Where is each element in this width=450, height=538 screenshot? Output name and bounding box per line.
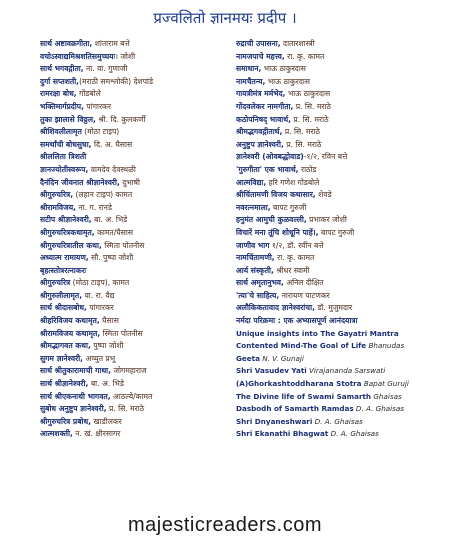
book-author: शांताराम बत्ते <box>92 39 130 48</box>
book-entry <box>40 177 235 190</box>
book-entry <box>40 126 235 139</box>
book-author: शेवडे <box>315 190 332 200</box>
book-entry <box>40 391 235 404</box>
book-entry <box>236 202 448 215</box>
book-title: श्रीरामविजय कथामृत, <box>40 328 101 338</box>
book-entry <box>40 315 235 328</box>
book-author: (लहान टाइप) कामत <box>73 190 133 200</box>
book-title: Unique insights into The Gayatri Mantra <box>236 328 399 338</box>
book-entry <box>236 365 448 378</box>
book-author: नारायण पाटणकर <box>279 290 330 300</box>
book-entry <box>40 189 235 202</box>
book-entry <box>236 378 448 391</box>
book-title: Shri Dnyaneshwari <box>236 416 313 426</box>
book-entry <box>236 391 448 404</box>
book-author: दि. अ. घैसास <box>91 139 133 149</box>
book-title: आर्य संस्कृती, <box>236 265 274 275</box>
book-title: श्रीचिंतामणी विजय कथासार, <box>236 190 316 200</box>
book-entry <box>40 214 235 227</box>
book-entry <box>40 151 235 164</box>
book-title: रुद्राची उपासना, <box>236 39 281 48</box>
book-title: अनुष्टुप ज्ञानेश्वरी, <box>236 139 284 149</box>
book-title: तुका झालासे विठ्ठल, <box>40 114 96 124</box>
book-entry <box>40 252 235 265</box>
book-entry <box>236 139 448 152</box>
book-title: श्रीहरिविजय कथामृत, <box>40 316 100 326</box>
book-entry <box>236 76 448 89</box>
book-author: D. A. Ghaisas <box>353 404 405 414</box>
book-title: सार्थ श्रीदासबोध, <box>40 303 87 313</box>
book-author: रा. कृ. कामत <box>274 253 315 263</box>
book-entry <box>40 51 235 64</box>
book-entry <box>40 340 235 353</box>
book-title: सार्थ श्रीतुकारामाची गाथा, <box>40 366 112 376</box>
book-author: स्मिता पोतनीस <box>101 240 145 250</box>
book-title: Dasbodh of Samarth Ramdas <box>236 404 354 414</box>
book-author: न. खं. क्षीरसागर <box>72 429 121 439</box>
book-title: भक्तिमार्गप्रदीप, <box>40 101 85 111</box>
book-entry <box>40 365 235 378</box>
book-entry <box>40 164 235 177</box>
book-author: -१/२, रविन बत्ते <box>303 152 348 162</box>
book-entry <box>236 315 448 328</box>
book-title: नामचैतन्य, <box>236 76 266 86</box>
book-author: वामदेव देवस्थळी <box>88 164 136 174</box>
book-entry <box>236 416 448 429</box>
book-entry <box>236 214 448 227</box>
book-title: श्रीगुरुलीलामृत, <box>40 290 83 300</box>
book-entry <box>236 227 448 240</box>
book-title: सार्थ अष्टावक्रगीता, <box>40 39 93 48</box>
book-entry <box>236 340 448 353</box>
book-author: रा. कृ. कामत <box>284 51 325 61</box>
book-title: दैनंदिन जीवनात श्रीज्ञानेश्वरी, <box>40 177 120 187</box>
book-author: (मराठी समश्लोकी) देशपांडे <box>79 76 154 86</box>
book-entry <box>236 277 448 290</box>
book-entry <box>236 63 448 76</box>
book-title: श्रीगुरुचरित्रातील कथा, <box>40 240 102 250</box>
book-author: घैसास <box>99 316 119 326</box>
book-author: श्री. दि. कुलकर्णी <box>95 114 146 124</box>
book-author: ना. वा. गुणाजी <box>83 64 128 74</box>
book-author: अनिल दीक्षित <box>283 278 324 288</box>
book-entry <box>40 290 235 303</box>
book-title: ज्ञानज्योतीस्वरूप, <box>40 164 89 174</box>
book-entry <box>40 328 235 341</box>
book-author: बापट गुरुजी <box>270 202 307 212</box>
book-author: प्रभाकर जोशी <box>306 215 347 225</box>
book-entry <box>40 302 235 315</box>
book-title: सटीप श्रीज्ञानेश्वरी, <box>40 215 92 225</box>
book-entry <box>236 151 448 164</box>
book-author: १/२, डॉ. रवींन बत्ते <box>269 240 324 250</box>
book-entry <box>40 428 235 441</box>
book-title: नवरत्नमाला, <box>236 202 271 212</box>
page-title: प्रज्वलितो ज्ञानमयः प्रदीप । <box>153 9 297 27</box>
book-author: पुष्पा जोशी <box>90 341 124 351</box>
book-author: D. A. Ghaisas <box>328 429 379 439</box>
book-title: श्रीललिता त्रिशती <box>40 152 87 162</box>
book-author: भाऊ ठाकुरदास <box>261 64 306 74</box>
book-author: पांगारकर <box>86 303 114 313</box>
book-entry <box>40 38 235 51</box>
book-entry <box>40 88 235 101</box>
book-author: खाडीलकर <box>91 416 122 426</box>
book-author: ना. ग. रानडे <box>76 202 112 212</box>
book-author: राठोड <box>298 164 317 174</box>
book-title: श्रीगुरुचरित्र <box>40 278 71 288</box>
book-entry <box>236 403 448 416</box>
book-entry <box>40 378 235 391</box>
book-author: N. V. Gunaji <box>259 353 304 363</box>
book-title: ज्ञानेश्वरी (ओवबद्धोवाड) <box>236 152 304 162</box>
book-author: कामत/घैसास <box>94 227 134 237</box>
book-author: प्र. सि. मराठे <box>283 139 322 149</box>
book-author: प्र. सि. मराठे <box>106 404 145 414</box>
book-author: Ghaisas <box>371 391 402 401</box>
book-title: श्रीगुरुचरित्र प्रबोध, <box>40 416 92 426</box>
left-book-list <box>40 38 235 441</box>
book-title: Geeta <box>236 353 260 363</box>
book-author: भाऊ ठाकुरदास <box>265 76 310 86</box>
book-title: बृहत्स्तोत्ररत्नाकरः <box>40 265 87 275</box>
book-author: सौ. पुष्पा जोशी <box>88 253 134 263</box>
book-entry <box>40 63 235 76</box>
book-title: आत्मशक्ती, <box>40 429 73 439</box>
book-entry <box>236 88 448 101</box>
book-entry <box>40 240 235 253</box>
book-title: The Divine life of Swami Samarth <box>236 391 372 401</box>
book-title: 'गुरुगीता' एक भावार्थ, <box>236 164 299 174</box>
book-title: Shri Vasudev Yati <box>236 366 307 376</box>
book-title: नर्मदा परिक्रमा : एक अभ्यासपूर्ण आनंदयात्रा <box>236 316 358 326</box>
book-author: वा. रा. वैद्य <box>82 290 115 300</box>
book-title: Shri Ekanathi Bhagwat <box>236 429 329 439</box>
book-title: अलौकिकतावाद ज्ञानेश्वरांचा, <box>236 303 315 313</box>
book-entry <box>40 227 235 240</box>
book-author: डॉ. मुजुमदार <box>314 303 353 313</box>
book-title: वचोऽस्वाद्यमिश्रशतिसमुच्चयः <box>40 51 116 61</box>
book-entry <box>40 114 235 127</box>
right-book-list <box>236 38 448 441</box>
book-author: आठल्ये/कामत <box>110 391 153 401</box>
book-entry <box>236 265 448 278</box>
book-author: । जोशी <box>115 51 136 61</box>
book-entry <box>236 252 448 265</box>
book-title: सार्थ अमृतानुभव, <box>236 278 284 288</box>
book-entry <box>236 101 448 114</box>
book-author: भाऊ ठाकुरदास <box>285 89 331 99</box>
book-author: दातारशास्त्री <box>280 39 315 48</box>
book-entry <box>236 177 448 190</box>
book-entry <box>40 416 235 429</box>
book-title: श्रीरामविजय, <box>40 202 77 212</box>
book-author: जोगमहाराज <box>111 366 147 376</box>
book-title: समर्थांची बोधसुधा, <box>40 139 92 149</box>
book-entry <box>236 353 448 366</box>
book-author: अच्युत प्रभू <box>83 353 116 363</box>
book-author: स्मिता पोतनीस <box>100 328 143 338</box>
book-title: रामरक्षा बोध, <box>40 89 77 99</box>
book-entry <box>236 164 448 177</box>
book-title: दुर्गा सप्तशती, <box>40 76 80 86</box>
book-title: श्रीमद्भगवद्गीतार्थ, <box>236 127 283 137</box>
book-entry <box>236 328 448 341</box>
book-author: प्र. सि. मराठे <box>293 101 331 111</box>
book-author: हरि गणेश गोडबोले <box>266 177 320 187</box>
book-title: सार्थ भगवद्गीता, <box>40 64 84 74</box>
book-title: सुबोध अनुष्टुप ज्ञानेश्वरी, <box>40 404 107 414</box>
book-author: (मोठा टाइप), कामत <box>70 278 130 288</box>
book-title: श्रीमद्भागवत कथा, <box>40 341 91 351</box>
book-title: गोंदवलेकर नामगीता, <box>236 101 294 111</box>
book-title: समाधान, <box>236 64 262 74</box>
book-title: (A)Ghorkashtoddharana Stotra <box>236 379 362 389</box>
book-entry <box>236 302 448 315</box>
book-author: D. A. Ghaisas <box>312 416 363 426</box>
book-title: श्रीगुरुचरित्रकथामृत, <box>40 227 95 237</box>
book-author: बा. अ. भिडे <box>91 215 128 225</box>
book-title: सुगम ज्ञानेश्वरी, <box>40 353 84 363</box>
book-title: सार्थ श्रीएकनाथी भागवत, <box>40 391 111 401</box>
book-author: प्र. सि. मराठे <box>282 127 320 137</box>
book-title: Contented Mind-The Goal of Life <box>236 341 367 351</box>
book-title: श्रीशिवलीलामृत <box>40 127 82 137</box>
book-entry <box>40 403 235 416</box>
book-title: नामजपाचे महत्त्व, <box>236 51 285 61</box>
book-entry <box>236 290 448 303</box>
book-entry <box>236 38 448 51</box>
book-title: सार्थ श्रीज्ञानेश्वरी, <box>40 379 89 389</box>
book-author: श्रीधर स्वामी <box>273 265 310 275</box>
book-author: पांगारकर <box>84 101 111 111</box>
book-title: आत्मविद्या, <box>236 177 267 187</box>
book-entry <box>40 277 235 290</box>
book-title: नामचिंतामणी, <box>236 253 275 263</box>
book-title: अध्यात्म रामायण, <box>40 253 89 263</box>
book-author: दुभाषी <box>119 177 140 187</box>
book-entry <box>236 189 448 202</box>
book-title: विचारें मना तूंचि शोधूनि पाहें।, <box>236 227 319 237</box>
book-entry <box>236 428 448 441</box>
book-author: गोंडबोले <box>76 89 101 99</box>
book-author: Virajananda Sarswati <box>306 366 386 376</box>
book-title: कठोपनिषद् भावार्थ, <box>236 114 292 124</box>
book-title: हनुमंत आमुची कुळवल्ली, <box>236 215 307 225</box>
book-entry <box>40 76 235 89</box>
book-title: गायत्रीमंत्र मर्मभेद, <box>236 89 286 99</box>
book-author: बा. अ. भिडे <box>88 379 124 389</box>
book-entry <box>40 202 235 215</box>
book-entry <box>40 101 235 114</box>
site-watermark: majesticreaders.com <box>127 514 322 536</box>
book-author: (मोठा टाइप) <box>81 127 120 137</box>
book-author: प्र. सि. मराठे <box>291 114 329 124</box>
book-author: Bhanudas <box>366 341 405 351</box>
book-title: श्रीगुरुचरित्र, <box>40 190 74 200</box>
book-author: बापट गुरुजी <box>318 227 355 237</box>
book-entry <box>236 126 448 139</box>
book-entry <box>236 51 448 64</box>
book-author: Bapat Guruji <box>361 379 409 389</box>
book-entry <box>40 265 235 278</box>
book-entry <box>236 240 448 253</box>
book-entry <box>40 139 235 152</box>
book-title: 'त्या'चे साहित्य, <box>236 290 280 300</box>
book-entry <box>236 114 448 127</box>
book-title: जाणीव भाग <box>236 240 270 250</box>
book-entry <box>40 353 235 366</box>
